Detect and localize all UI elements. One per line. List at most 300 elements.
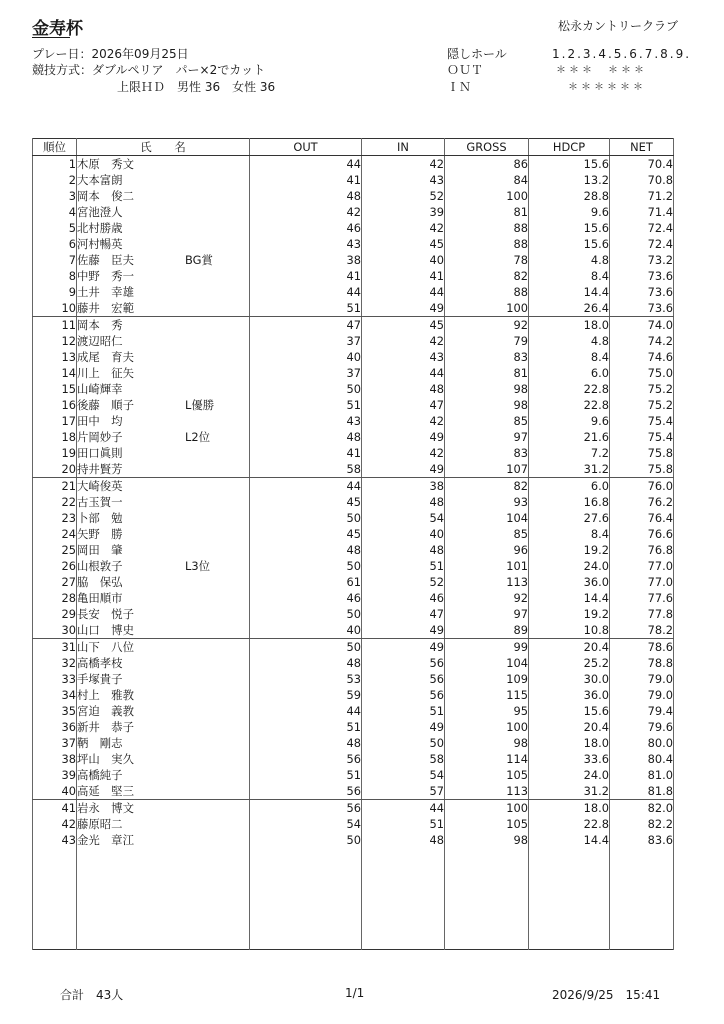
gross-cell: 98 [445, 735, 529, 751]
hdcp-cell: 31.2 [529, 461, 610, 478]
name-cell [77, 687, 250, 703]
name-cell [77, 590, 250, 606]
in-cell: 51 [362, 816, 445, 832]
name-cell [77, 510, 250, 526]
gross-cell: 114 [445, 751, 529, 767]
empty-cell [33, 848, 77, 950]
table-row [33, 381, 674, 397]
hdcp-cell: 6.0 [529, 365, 610, 381]
club-name: 松永カントリークラブ [557, 19, 678, 33]
player-name: 山根敦子 [77, 559, 123, 573]
rank-cell: 15 [33, 381, 77, 397]
table-row [33, 526, 674, 542]
table-row [33, 300, 674, 317]
net-cell: 75.2 [610, 381, 674, 397]
gross-cell: 98 [445, 381, 529, 397]
table-row [33, 606, 674, 622]
player-name: 高橋孝枝 [77, 656, 123, 670]
net-cell: 77.8 [610, 606, 674, 622]
table-row [33, 671, 674, 687]
name-cell [77, 220, 250, 236]
player-name: 脇 保弘 [77, 575, 123, 589]
in-cell: 49 [362, 429, 445, 445]
net-cell: 72.4 [610, 236, 674, 252]
hdcp-cell: 15.6 [529, 220, 610, 236]
table-header-row [33, 139, 674, 156]
table-row [33, 558, 674, 574]
player-name: 川上 征矢 [77, 366, 134, 380]
in-cell: 46 [362, 590, 445, 606]
out-cell: 54 [250, 816, 362, 832]
gross-cell: 81 [445, 204, 529, 220]
print-datetime: 2026/9/25 15:41 [552, 988, 661, 1002]
in-cell: 48 [362, 542, 445, 558]
rank-cell: 42 [33, 816, 77, 832]
out-cell: 46 [250, 220, 362, 236]
name-cell [77, 204, 250, 220]
name-cell [77, 494, 250, 510]
net-cell: 82.2 [610, 816, 674, 832]
table-row [33, 478, 674, 495]
table-row [33, 574, 674, 590]
results-table [32, 138, 674, 950]
gross-cell: 95 [445, 703, 529, 719]
hdcp-cell: 6.0 [529, 478, 610, 495]
gross-cell: 101 [445, 558, 529, 574]
gross-cell: 82 [445, 478, 529, 495]
table-row [33, 317, 674, 334]
net-cell: 75.0 [610, 365, 674, 381]
rank-cell: 35 [33, 703, 77, 719]
hdcp-cell: 14.4 [529, 590, 610, 606]
player-name: 持井賢芳 [77, 462, 123, 476]
gross-cell: 85 [445, 526, 529, 542]
net-cell: 73.6 [610, 284, 674, 300]
out-cell: 48 [250, 735, 362, 751]
player-name: 矢野 勝 [77, 527, 123, 541]
hdcp-cell: 24.0 [529, 767, 610, 783]
name-cell [77, 156, 250, 173]
title-underline [32, 37, 70, 38]
table-row [33, 397, 674, 413]
table-row [33, 333, 674, 349]
player-name: 村上 雅教 [77, 688, 134, 702]
name-cell [77, 719, 250, 735]
table-filler-row [33, 848, 674, 950]
net-cell: 79.0 [610, 671, 674, 687]
gross-cell: 79 [445, 333, 529, 349]
gross-cell: 83 [445, 349, 529, 365]
hdcp-cell: 22.8 [529, 816, 610, 832]
rank-cell: 12 [33, 333, 77, 349]
out-cell: 51 [250, 719, 362, 735]
gross-cell: 86 [445, 156, 529, 173]
rank-cell: 18 [33, 429, 77, 445]
net-cell: 81.0 [610, 767, 674, 783]
out-cell: 53 [250, 671, 362, 687]
net-cell: 74.2 [610, 333, 674, 349]
name-cell [77, 397, 250, 413]
in-cell: 48 [362, 381, 445, 397]
table-row [33, 172, 674, 188]
hdcp-cell: 18.0 [529, 800, 610, 817]
empty-cell [529, 848, 610, 950]
name-cell [77, 317, 250, 334]
hdcp-cell: 16.8 [529, 494, 610, 510]
hdcp-cell: 36.0 [529, 687, 610, 703]
out-cell: 48 [250, 655, 362, 671]
gross-cell: 104 [445, 655, 529, 671]
gross-cell: 98 [445, 397, 529, 413]
rank-cell: 7 [33, 252, 77, 268]
out-cell: 61 [250, 574, 362, 590]
hdcp-cell: 28.8 [529, 188, 610, 204]
in-cell: 43 [362, 172, 445, 188]
out-cell: 45 [250, 494, 362, 510]
table-row [33, 816, 674, 832]
in-marks: ＊＊＊＊＊＊ [568, 82, 646, 93]
rank-cell: 9 [33, 284, 77, 300]
out-cell: 44 [250, 156, 362, 173]
award-label: L優勝 [185, 398, 215, 412]
hdcp-cell: 9.6 [529, 204, 610, 220]
name-cell [77, 429, 250, 445]
empty-cell [610, 848, 674, 950]
out-cell: 50 [250, 510, 362, 526]
in-cell: 56 [362, 655, 445, 671]
net-cell: 77.0 [610, 574, 674, 590]
in-cell: 38 [362, 478, 445, 495]
name-cell [77, 671, 250, 687]
out-marks: ＊＊＊ ＊＊＊ [556, 65, 647, 76]
name-cell [77, 622, 250, 639]
net-cell: 78.2 [610, 622, 674, 639]
gross-cell: 115 [445, 687, 529, 703]
out-cell: 51 [250, 397, 362, 413]
in-cell: 41 [362, 268, 445, 284]
name-cell [77, 542, 250, 558]
gross-cell: 84 [445, 172, 529, 188]
net-cell: 82.0 [610, 800, 674, 817]
name-cell [77, 606, 250, 622]
rank-cell: 30 [33, 622, 77, 639]
net-cell: 71.4 [610, 204, 674, 220]
out-cell: 47 [250, 317, 362, 334]
handicap-limit: 上限ＨＤ 男性 36 女性 36 [117, 80, 276, 94]
player-name: 宮迫 義教 [77, 704, 134, 718]
name-cell [77, 252, 250, 268]
net-cell: 73.6 [610, 268, 674, 284]
net-cell: 73.6 [610, 300, 674, 317]
player-name: 古玉賀一 [77, 495, 123, 509]
gross-cell: 105 [445, 767, 529, 783]
out-cell: 48 [250, 429, 362, 445]
hdcp-cell: 20.4 [529, 719, 610, 735]
in-cell: 52 [362, 574, 445, 590]
net-cell: 72.4 [610, 220, 674, 236]
table-row [33, 800, 674, 817]
table-row [33, 429, 674, 445]
table-row [33, 252, 674, 268]
table-row [33, 751, 674, 767]
gross-cell: 109 [445, 671, 529, 687]
rank-cell: 10 [33, 300, 77, 317]
hdcp-cell: 21.6 [529, 429, 610, 445]
page-number: 1/1 [345, 986, 365, 1000]
hdcp-cell: 10.8 [529, 622, 610, 639]
player-name: 高延 堅三 [77, 784, 134, 798]
out-cell: 44 [250, 284, 362, 300]
gross-cell: 104 [445, 510, 529, 526]
in-cell: 44 [362, 800, 445, 817]
player-name: 片岡妙子 [77, 430, 123, 444]
table-row [33, 461, 674, 478]
hdcp-cell: 13.2 [529, 172, 610, 188]
in-cell: 40 [362, 252, 445, 268]
in-cell: 45 [362, 236, 445, 252]
in-cell: 51 [362, 558, 445, 574]
rank-cell: 40 [33, 783, 77, 800]
name-cell [77, 816, 250, 832]
net-cell: 79.4 [610, 703, 674, 719]
rank-cell: 8 [33, 268, 77, 284]
gross-cell: 113 [445, 574, 529, 590]
hidden-holes-label: 隠しホール [447, 47, 507, 61]
rank-cell: 14 [33, 365, 77, 381]
name-cell [77, 268, 250, 284]
player-name: 藤井 宏範 [77, 301, 134, 315]
name-cell [77, 832, 250, 848]
in-cell: 49 [362, 300, 445, 317]
hdcp-cell: 8.4 [529, 349, 610, 365]
gross-cell: 100 [445, 800, 529, 817]
name-cell [77, 526, 250, 542]
out-cell: 46 [250, 590, 362, 606]
in-cell: 56 [362, 671, 445, 687]
player-name: 田口眞則 [77, 446, 123, 460]
rank-cell: 1 [33, 156, 77, 173]
table-row [33, 719, 674, 735]
hdcp-cell: 26.4 [529, 300, 610, 317]
player-name: 岡本 秀 [77, 318, 123, 332]
out-cell: 43 [250, 413, 362, 429]
table-body [33, 156, 674, 950]
in-cell: 56 [362, 687, 445, 703]
table-row [33, 284, 674, 300]
in-cell: 49 [362, 461, 445, 478]
name-cell [77, 639, 250, 656]
out-cell: 45 [250, 526, 362, 542]
player-name: 木原 秀文 [77, 157, 134, 171]
out-cell: 56 [250, 783, 362, 800]
out-cell: 56 [250, 751, 362, 767]
rank-cell: 3 [33, 188, 77, 204]
col-header-in: IN [362, 139, 445, 156]
net-cell: 77.6 [610, 590, 674, 606]
in-cell: 42 [362, 445, 445, 461]
in-cell: 58 [362, 751, 445, 767]
name-cell [77, 381, 250, 397]
player-name: 田中 均 [77, 414, 123, 428]
player-name: 亀田順市 [77, 591, 123, 605]
out-cell: 40 [250, 622, 362, 639]
hdcp-cell: 19.2 [529, 606, 610, 622]
hdcp-cell: 19.2 [529, 542, 610, 558]
rank-cell: 16 [33, 397, 77, 413]
net-cell: 71.2 [610, 188, 674, 204]
name-cell [77, 558, 250, 574]
gross-cell: 97 [445, 606, 529, 622]
net-cell: 76.6 [610, 526, 674, 542]
gross-cell: 100 [445, 188, 529, 204]
in-cell: 44 [362, 365, 445, 381]
empty-cell [445, 848, 529, 950]
net-cell: 78.8 [610, 655, 674, 671]
gross-cell: 85 [445, 413, 529, 429]
player-name: 藤原昭二 [77, 817, 123, 831]
out-cell: 56 [250, 800, 362, 817]
gross-cell: 89 [445, 622, 529, 639]
gross-cell: 92 [445, 590, 529, 606]
player-name: 長安 悦子 [77, 607, 134, 621]
table-row [33, 703, 674, 719]
net-cell: 75.2 [610, 397, 674, 413]
name-cell [77, 413, 250, 429]
in-cell: 47 [362, 397, 445, 413]
gross-cell: 99 [445, 639, 529, 656]
table-row [33, 622, 674, 639]
player-name: 岩永 博文 [77, 801, 134, 815]
in-cell: 43 [362, 349, 445, 365]
col-header-name: 氏 名 [77, 139, 250, 156]
table-row [33, 236, 674, 252]
name-cell [77, 800, 250, 817]
hidden-holes-value: 1.2.3.4.5.6.7.8.9. [552, 47, 692, 61]
net-cell: 80.4 [610, 751, 674, 767]
rank-cell: 29 [33, 606, 77, 622]
table-row [33, 188, 674, 204]
hdcp-cell: 25.2 [529, 655, 610, 671]
hdcp-cell: 36.0 [529, 574, 610, 590]
out-cell: 43 [250, 236, 362, 252]
gross-cell: 92 [445, 317, 529, 334]
net-cell: 83.6 [610, 832, 674, 848]
out-cell: 58 [250, 461, 362, 478]
player-name: 岡本 俊二 [77, 189, 134, 203]
out-cell: 41 [250, 268, 362, 284]
out-cell: 41 [250, 172, 362, 188]
table-row [33, 494, 674, 510]
in-cell: 42 [362, 413, 445, 429]
name-cell [77, 751, 250, 767]
col-header-rank: 順位 [33, 139, 77, 156]
net-cell: 70.8 [610, 172, 674, 188]
out-cell: 41 [250, 445, 362, 461]
out-cell: 40 [250, 349, 362, 365]
player-name: 大崎俊英 [77, 479, 123, 493]
gross-cell: 88 [445, 236, 529, 252]
rank-cell: 19 [33, 445, 77, 461]
award-label: BG賞 [185, 253, 213, 267]
rank-cell: 13 [33, 349, 77, 365]
gross-cell: 98 [445, 832, 529, 848]
hdcp-cell: 7.2 [529, 445, 610, 461]
player-name: 後藤 順子 [77, 398, 134, 412]
hdcp-cell: 4.8 [529, 333, 610, 349]
player-name: 手塚貴子 [77, 672, 123, 686]
hdcp-cell: 14.4 [529, 832, 610, 848]
out-cell: 50 [250, 558, 362, 574]
net-cell: 76.0 [610, 478, 674, 495]
name-cell [77, 478, 250, 495]
out-cell: 50 [250, 832, 362, 848]
table-row [33, 156, 674, 173]
award-label: L2位 [185, 430, 210, 444]
player-name: 山口 博史 [77, 623, 134, 637]
player-name: 岡田 肇 [77, 543, 123, 557]
in-cell: 48 [362, 832, 445, 848]
rank-cell: 11 [33, 317, 77, 334]
hdcp-cell: 30.0 [529, 671, 610, 687]
name-cell [77, 574, 250, 590]
hdcp-cell: 18.0 [529, 317, 610, 334]
gross-cell: 88 [445, 284, 529, 300]
in-cell: 45 [362, 317, 445, 334]
table-row [33, 735, 674, 751]
gross-cell: 100 [445, 719, 529, 735]
hdcp-cell: 4.8 [529, 252, 610, 268]
table-row [33, 268, 674, 284]
net-cell: 79.0 [610, 687, 674, 703]
net-cell: 75.8 [610, 445, 674, 461]
net-cell: 74.0 [610, 317, 674, 334]
rank-cell: 25 [33, 542, 77, 558]
name-cell [77, 365, 250, 381]
out-cell: 50 [250, 381, 362, 397]
out-cell: 59 [250, 687, 362, 703]
player-name: 坪山 実久 [77, 752, 134, 766]
gross-cell: 113 [445, 783, 529, 800]
gross-cell: 107 [445, 461, 529, 478]
in-cell: 51 [362, 703, 445, 719]
rank-cell: 4 [33, 204, 77, 220]
name-cell [77, 284, 250, 300]
player-name: 土井 幸雄 [77, 285, 134, 299]
col-header-out: OUT [250, 139, 362, 156]
name-cell [77, 461, 250, 478]
player-name: 大本富朗 [77, 173, 123, 187]
in-cell: 44 [362, 284, 445, 300]
out-cell: 37 [250, 365, 362, 381]
rank-cell: 36 [33, 719, 77, 735]
player-name: 北村勝歳 [77, 221, 123, 235]
name-cell [77, 783, 250, 800]
rank-cell: 38 [33, 751, 77, 767]
hdcp-cell: 22.8 [529, 381, 610, 397]
rank-cell: 34 [33, 687, 77, 703]
hdcp-cell: 33.6 [529, 751, 610, 767]
net-cell: 73.2 [610, 252, 674, 268]
in-cell: 54 [362, 767, 445, 783]
in-cell: 47 [362, 606, 445, 622]
table-row [33, 349, 674, 365]
empty-cell [77, 848, 250, 950]
gross-cell: 105 [445, 816, 529, 832]
net-cell: 75.4 [610, 429, 674, 445]
table-row [33, 413, 674, 429]
in-cell: 49 [362, 639, 445, 656]
rank-cell: 24 [33, 526, 77, 542]
